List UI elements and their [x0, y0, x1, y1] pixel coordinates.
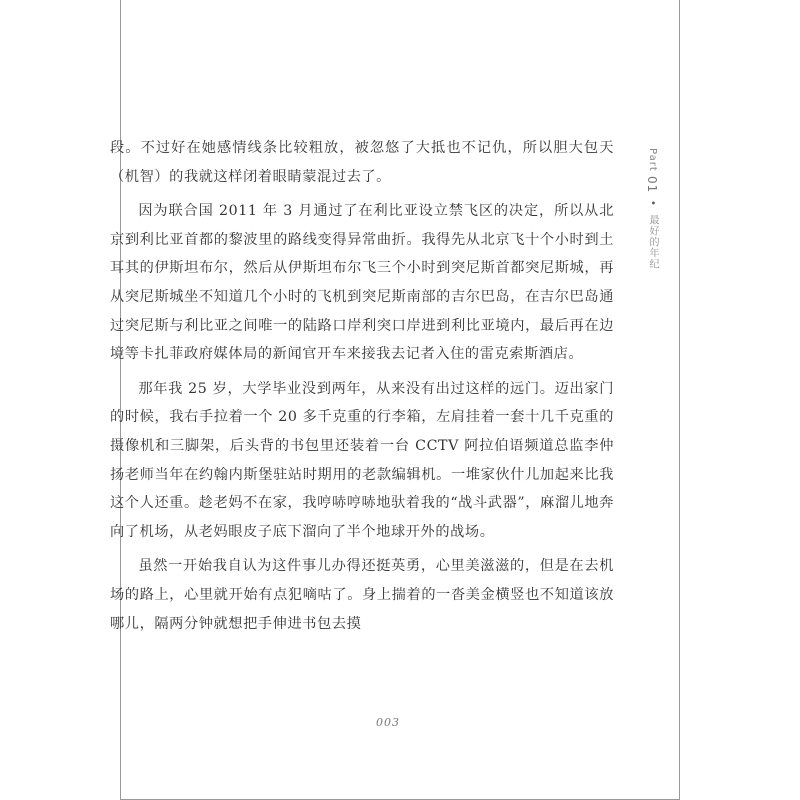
running-header-title: 最好的年纪	[647, 214, 658, 270]
running-header	[646, 148, 660, 270]
paragraph-4: 虽然一开始我自认为这件事儿办得还挺英勇，心里美滋滋的，但是在去机场的路上，心里就开始有点犯嘀咕了。身上揣着的一沓美金横竖也不知道该放哪儿，隔两分钟就想把手伸进书包去摸	[110, 558, 614, 632]
paragraph-1: 段。不过好在她感情线条比较粗放，被忽悠了大抵也不记仇，所以胆大包天（机智）的我就这样闭着眼睛蒙混过去了。	[110, 140, 614, 185]
paragraph-3: 那年我 25 岁，大学毕业没到两年，从来没有出过这样的远门。迈出家门的时候，我右手拉着一个 20 多千克重的行李箱，左肩挂着一套十几千克重的摄像机和三脚架，后头背的书包里还装着一台 CCTV 阿拉伯语频道总监李仲扬老师当年在约翰内斯堡驻站时期用的老款编辑机。一堆家伙什儿加起来比我这个人还重。趁老妈不在家，我哼哧哼哧地驮着我的“战斗武器”，麻溜儿地奔向了机场，从老妈眼皮子底下溜向了半个地球开外的战场。	[110, 380, 614, 540]
page-number: 003	[376, 716, 400, 729]
running-header-part-label: Part	[647, 148, 658, 172]
paragraph-2: 因为联合国 2011 年 3 月通过了在利比亚设立禁飞区的决定，所以从北京到利比亚首都的黎波里的路线变得异常曲折。我得先从北京飞十个小时到土耳其的伊斯坦布尔，然后从伊斯坦布尔飞三个小时到突尼斯首都突尼斯城，再从突尼斯城坐不知道几个小时的飞机到突尼斯南部的吉尔巴岛，在吉尔巴岛通过突尼斯与利比亚之间唯一的陆路口岸利突口岸进到利比亚境内，最后再在边境等卡扎菲政府媒体局的新闻官开车来接我去记者入住的雷克索斯酒店。	[110, 203, 614, 363]
running-header-separator: •	[647, 200, 658, 208]
running-header-chapter-number: 01	[645, 175, 659, 194]
body-text	[110, 134, 614, 638]
